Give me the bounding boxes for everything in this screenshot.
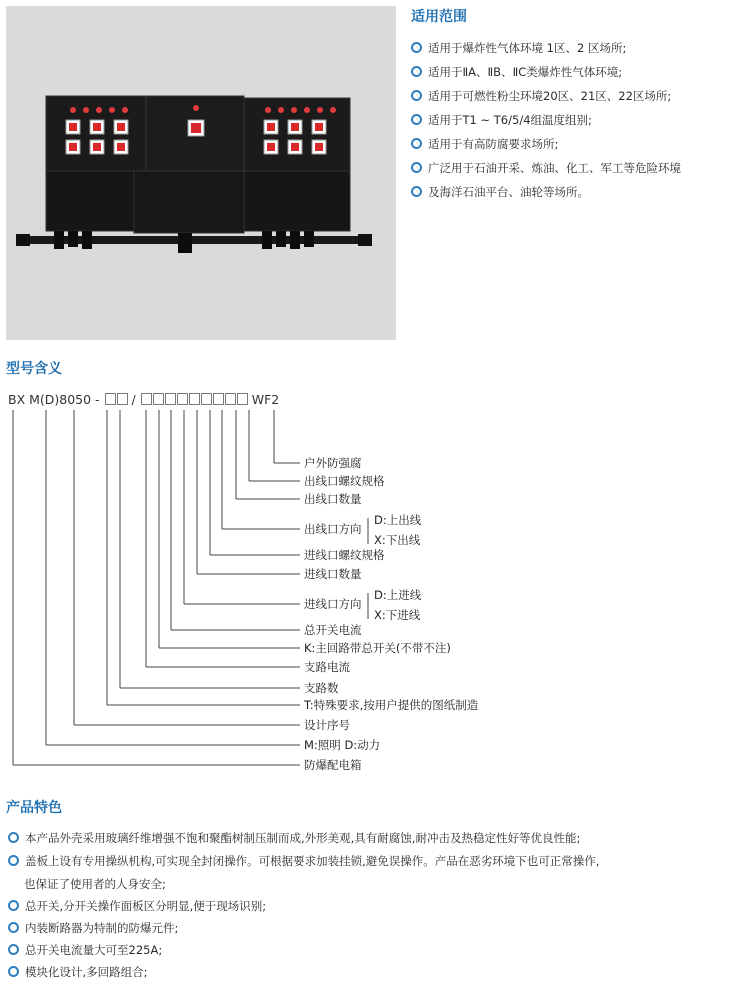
feature-item-text: 总开关电流量大可至225A; bbox=[25, 943, 163, 957]
scope-item-text: 广泛用于石油开采、炼油、化工、军工等危险环境 bbox=[428, 161, 681, 175]
model-label: 进线口方向 bbox=[304, 597, 362, 611]
feature-item-text: 内装断路器为特制的防爆元件; bbox=[25, 921, 179, 935]
model-code-prefix: BX M(D)8050 - bbox=[8, 392, 104, 407]
model-label: 出线口数量 bbox=[304, 492, 362, 506]
feature-item-text: 本产品外壳采用玻璃纤维增强不饱和聚酯树制压制而成,外形美观,具有耐腐蚀,耐冲击及热稳定性好等优良性能; bbox=[25, 831, 581, 845]
feature-item bbox=[8, 830, 580, 846]
model-label: 出线口方向 bbox=[304, 522, 362, 536]
model-label-option: D:上进线 bbox=[374, 588, 422, 602]
bullet-icon bbox=[8, 966, 19, 977]
scope-title: 适用范围 bbox=[411, 9, 467, 25]
model-label-option: D:上出线 bbox=[374, 513, 422, 527]
bullet-icon bbox=[8, 944, 19, 955]
feature-item-text: 总开关,分开关操作面板区分明显,便于现场识别; bbox=[25, 899, 267, 913]
feature-item-text: 盖板上设有专用操纵机构,可实现全封闭操作。可根据要求加装挂锁,避免误操作。产品在恶劣环境下也可正常操作, bbox=[25, 854, 600, 868]
model-label: 总开关电流 bbox=[304, 623, 362, 637]
model-label: 户外防强腐 bbox=[304, 456, 362, 470]
model-label: 防爆配电箱 bbox=[304, 758, 362, 772]
model-label: 支路数 bbox=[304, 681, 339, 695]
scope-item-text: 适用于T1 ~ T6/5/4组温度组别; bbox=[428, 113, 592, 127]
scope-item-text: 及海洋石油平台、油轮等场所。 bbox=[428, 185, 589, 199]
feature-item bbox=[8, 898, 266, 914]
scope-item-text: 适用于爆炸性气体环境 1区、2 区场所; bbox=[428, 41, 627, 55]
model-title: 型号含义 bbox=[6, 361, 62, 377]
scope-item-text: 适用于有高防腐要求场所; bbox=[428, 137, 559, 151]
feature-item bbox=[8, 942, 162, 958]
model-label: 设计序号 bbox=[304, 718, 350, 732]
model-label: 出线口螺纹规格 bbox=[304, 474, 385, 488]
bullet-icon bbox=[8, 922, 19, 933]
scope-item-text: 适用于ⅡA、ⅡB、ⅡC类爆炸性气体环境; bbox=[428, 65, 623, 79]
bullet-icon bbox=[8, 900, 19, 911]
bullet-icon bbox=[8, 832, 19, 843]
model-label: T:特殊要求,按用户提供的图纸制造 bbox=[304, 698, 479, 712]
model-code-suffix: WF2 bbox=[251, 392, 280, 407]
model-label: M:照明 D:动力 bbox=[304, 738, 381, 752]
model-code-separator: / bbox=[127, 392, 140, 407]
feature-item bbox=[8, 920, 178, 936]
model-label: 进线口数量 bbox=[304, 567, 362, 581]
model-label: 进线口螺纹规格 bbox=[304, 548, 385, 562]
model-label-option: X:下出线 bbox=[374, 533, 421, 547]
features-title: 产品特色 bbox=[6, 800, 62, 816]
feature-item-text: 模块化设计,多回路组合; bbox=[25, 965, 148, 979]
scope-item-text: 适用于可燃性粉尘环境20区、21区、22区场所; bbox=[428, 89, 672, 103]
feature-item bbox=[8, 853, 599, 869]
feature-item bbox=[8, 964, 148, 980]
model-label-option: X:下进线 bbox=[374, 608, 421, 622]
model-label: 支路电流 bbox=[304, 660, 350, 674]
feature-item-continuation: 也保证了使用者的人身安全; bbox=[24, 877, 166, 891]
model-label: K:主回路带总开关(不带不注) bbox=[304, 641, 451, 655]
bullet-icon bbox=[8, 855, 19, 866]
